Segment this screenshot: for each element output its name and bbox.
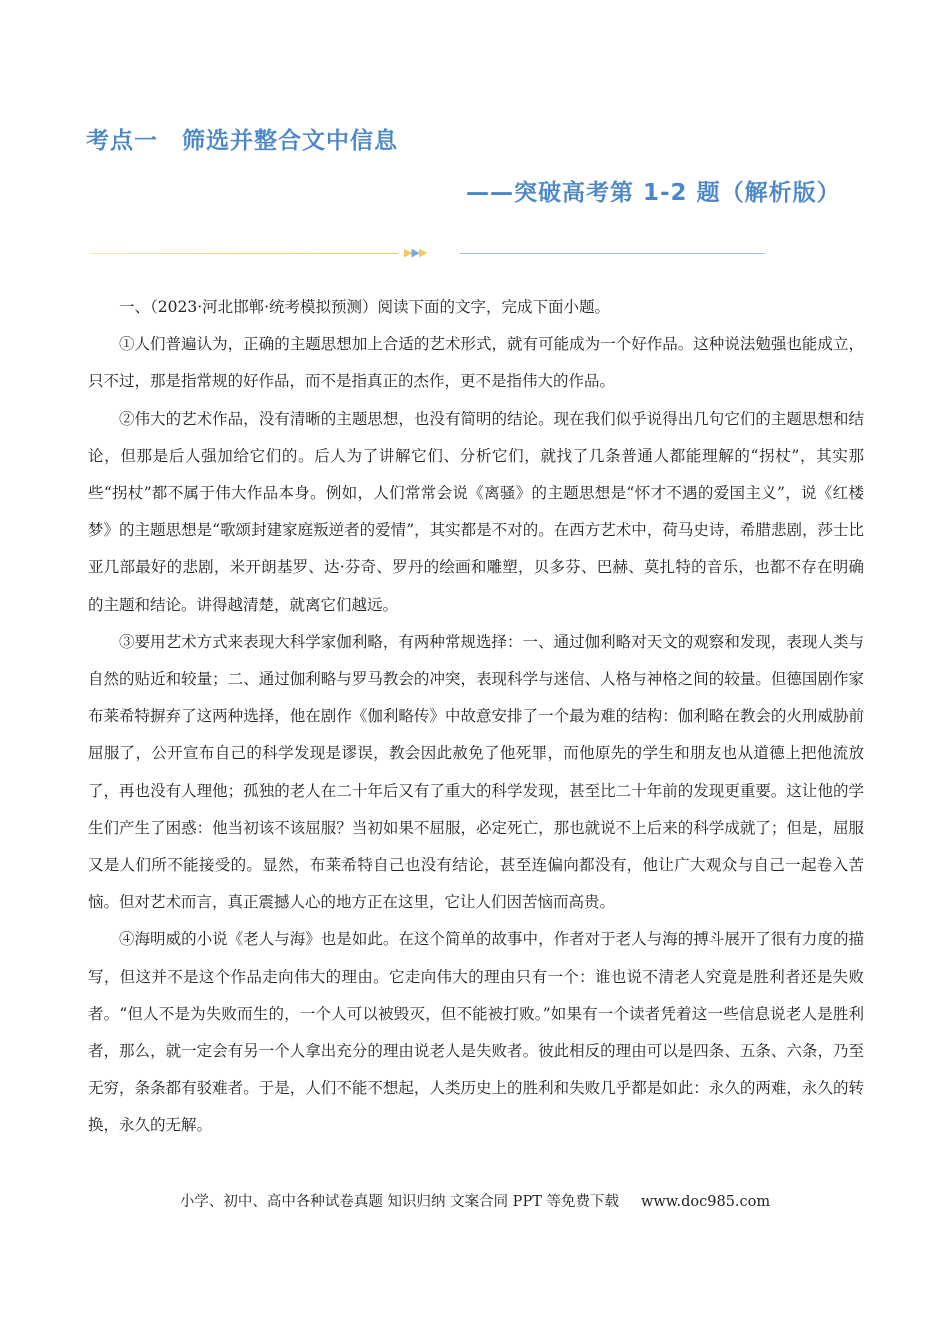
page-subtitle: ——突破高考第 1-2 题（解析版） [466,180,841,206]
footer-url[interactable]: www.doc985.com [640,1194,771,1210]
divider-line-left [90,253,398,254]
divider-line-right [460,253,765,254]
footer-text: 小学、初中、高中各种试卷真题 知识归纳 文案合同 PPT 等免费下载 [179,1194,619,1210]
page-footer [0,1190,950,1211]
paragraph-3: ③要用艺术方式来表现大科学家伽利略，有两种常规选择：一、通过伽利略对天文的观察和发现，表现人类与自然的贴近和较量；二、通过伽利略与罗马教会的冲突，表现科学与迷信、人格与神格之间的较量。但德国剧作家布莱希特摒弃了这两种选择，他在剧作《伽利略传》中故意安排了一个最为难的结构：伽利略在教会的火刑威胁前屈服了，公开宣布自己的科学发现是谬误，教会因此赦免了他死罪，而他原先的学生和朋友也从道德上把他流放了，再也没有人理他；孤独的老人在二十年后又有了重大的科学发现，甚至比二十年前的发现更重要。这让他的学生们产生了困惑：他当初该不该屈服？当初如果不屈服，必定死亡，那也就说不上后来的科学成就了；但是，屈服又是人们所不能接受的。显然，布莱希特自己也没有结论，甚至连偏向都没有，他让广大观众与自己一起卷入苦恼。但对艺术而言，真正震撼人心的地方正在这里，它让人们因苦恼而高贵。 [88,632,864,912]
question-intro: 一、（2023·河北邯郸·统考模拟预测）阅读下面的文字，完成下面小题。 [119,298,611,316]
paragraph-4: ④海明威的小说《老人与海》也是如此。在这个简单的故事中，作者对于老人与海的搏斗展开了很有力度的描写，但这并不是这个作品走向伟大的理由。它走向伟大的理由只有一个：谁也说不清老人究竟是胜利者还是失败者。“但人不是为失败而生的，一个人可以被毁灭，但不能被打败。”如果有一个读者凭着这一些信息说老人是胜利者，那么，就一定会有另一个人拿出充分的理由说老人是失败者。彼此相反的理由可以是四条、五条、六条，乃至无穷，条条都有驳难者。于是，人们不能不想起，人类历史上的胜利和失败几乎都是如此：永久的两难，永久的转换，永久的无解。 [88,930,864,1135]
triple-arrow-icon: ▶▶▶ [404,246,427,259]
page-title: 考点一 筛选并整合文中信息 [86,128,398,154]
decorative-divider [90,247,765,261]
paragraph-2: ②伟大的艺术作品，没有清晰的主题思想，也没有简明的结论。现在我们似乎说得出几句它们的主题思想和结论，但那是后人强加给它们的。后人为了讲解它们、分析它们，就找了几条普通人都能理解的“拐杖”，其实那些“拐杖”都不属于伟大作品本身。例如，人们常常会说《离骚》的主题思想是“怀才不遇的爱国主义”，说《红楼梦》的主题思想是“歌颂封建家庭叛逆者的爱情”，其实都是不对的。在西方艺术中，荷马史诗，希腊悲剧，莎士比亚几部最好的悲剧，米开朗基罗、达·芬奇、罗丹的绘画和雕塑，贝多芬、巴赫、莫扎特的音乐，也都不存在明确的主题和结论。讲得越清楚，就离它们越远。 [88,409,864,614]
reading-passage [88,289,864,1145]
paragraph-1: ①人们普遍认为，正确的主题思想加上合适的艺术形式，就有可能成为一个好作品。这种说法勉强也能成立，只不过，那是指常规的好作品，而不是指真正的杰作，更不是指伟大的作品。 [88,335,864,391]
